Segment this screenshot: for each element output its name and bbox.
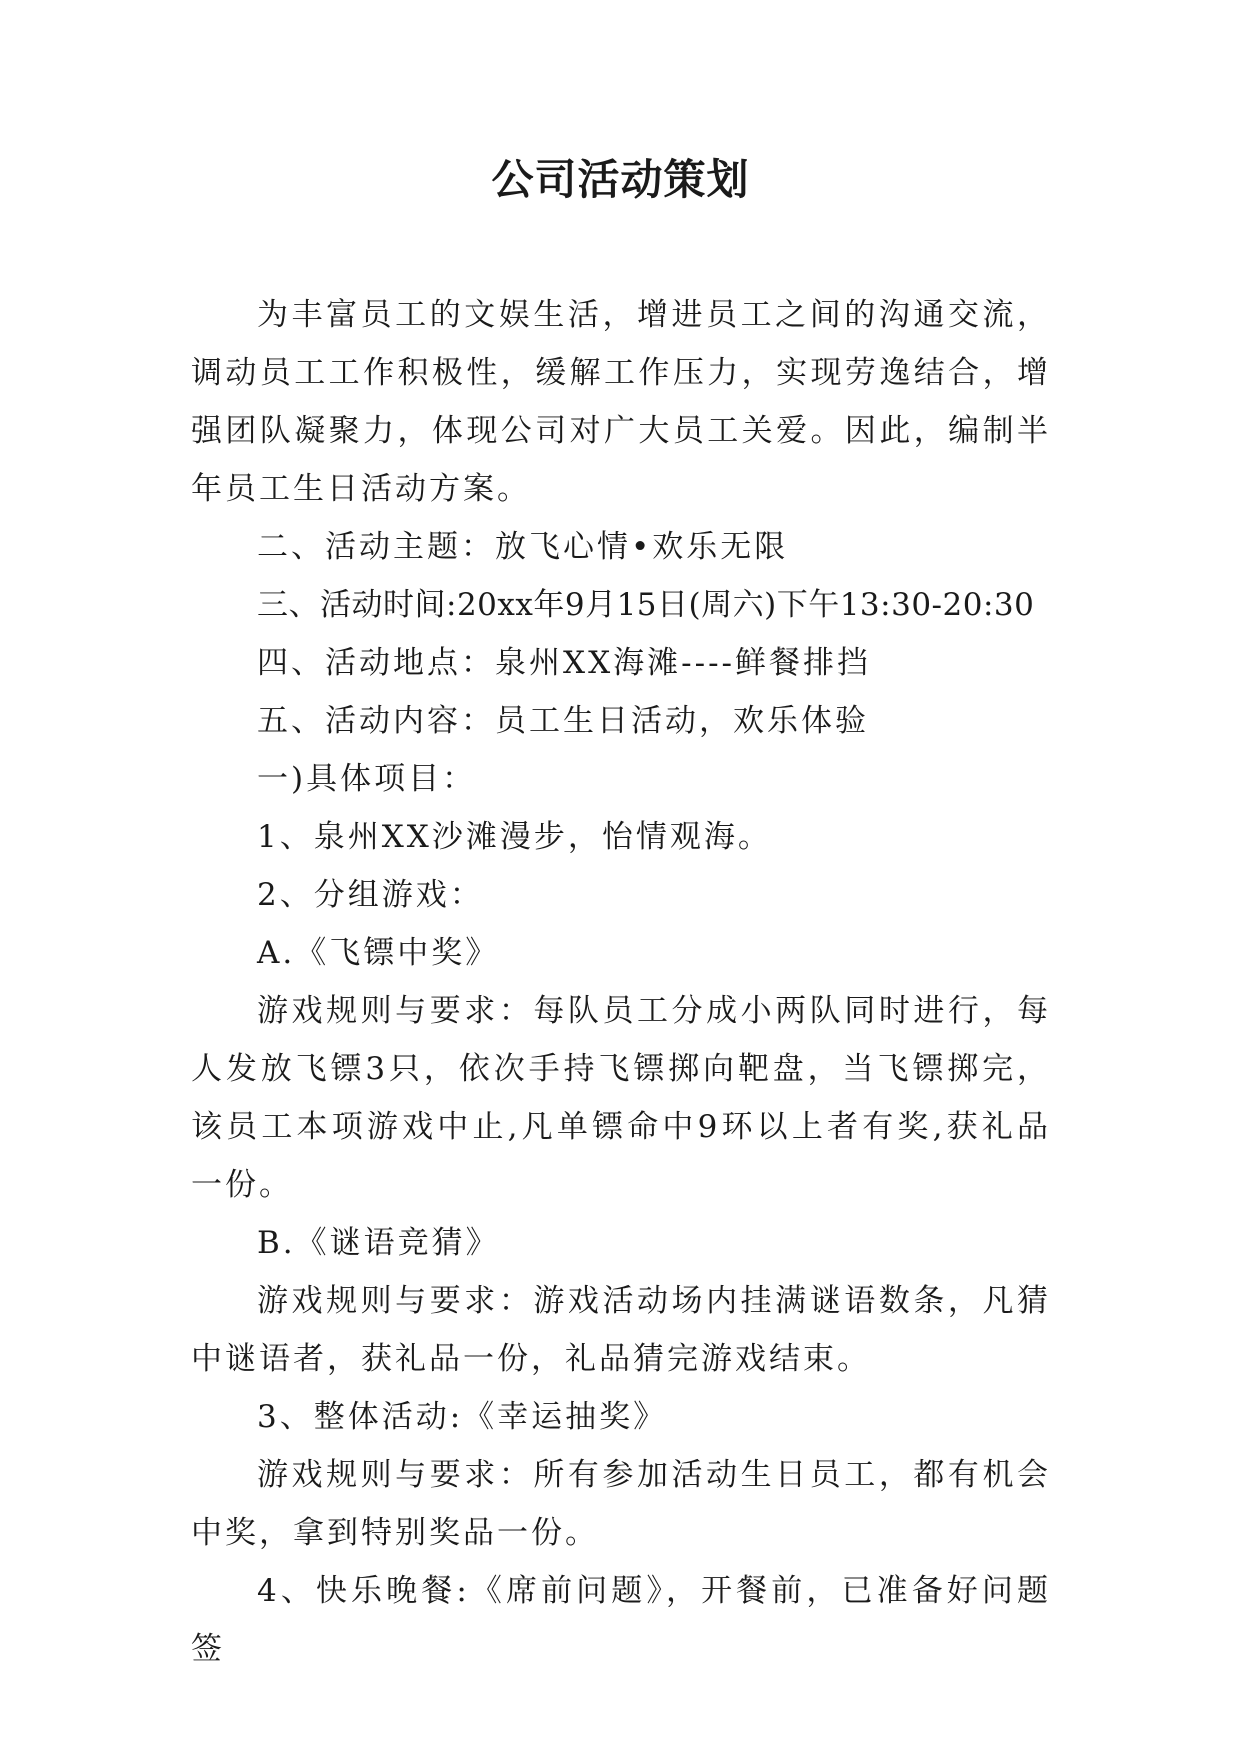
document-body <box>191 286 1051 1678</box>
game-a-rules: 游戏规则与要求：每队员工分成小两队同时进行，每人发放飞镖3只，依次手持飞镖掷向靶盘，当飞镖掷完，该员工本项游戏中止,凡单镖命中9环以上者有奖,获礼品一份。 <box>191 993 1051 1203</box>
game-a-title: A.《飞镖中奖》 <box>257 935 500 971</box>
item-2: 2、分组游戏： <box>257 877 484 913</box>
time-line: 三、活动时间:20xx年9月15日(周六)下午13:30-20:30 <box>257 587 1035 623</box>
item-4: 4、快乐晚餐:《席前问题》，开餐前，已准备好问题签 <box>191 1573 1051 1667</box>
item-3: 3、整体活动:《幸运抽奖》 <box>257 1399 668 1435</box>
item-3-rules: 游戏规则与要求：所有参加活动生日员工，都有机会中奖，拿到特别奖品一份。 <box>191 1457 1051 1551</box>
intro-paragraph: 为丰富员工的文娱生活，增进员工之间的沟通交流，调动员工工作积极性，缓解工作压力，实现劳逸结合，增强团队凝聚力，体现公司对广大员工关爱。因此，编制半年员工生日活动方案。 <box>191 297 1051 507</box>
document-title: 公司活动策划 <box>491 155 750 204</box>
game-b-rules: 游戏规则与要求：游戏活动场内挂满谜语数条，凡猜中谜语者，获礼品一份，礼品猜完游戏结束。 <box>191 1283 1051 1377</box>
items-heading: 一)具体项目： <box>257 761 477 797</box>
location-line: 四、活动地点：泉州XX海滩----鲜餐排挡 <box>257 645 872 681</box>
theme-line: 二、活动主题：放飞心情•欢乐无限 <box>257 529 789 565</box>
item-1: 1、泉州XX沙滩漫步，怡情观海。 <box>257 819 772 855</box>
content-line: 五、活动内容：员工生日活动，欢乐体验 <box>257 703 869 739</box>
game-b-title: B.《谜语竞猜》 <box>257 1225 500 1261</box>
